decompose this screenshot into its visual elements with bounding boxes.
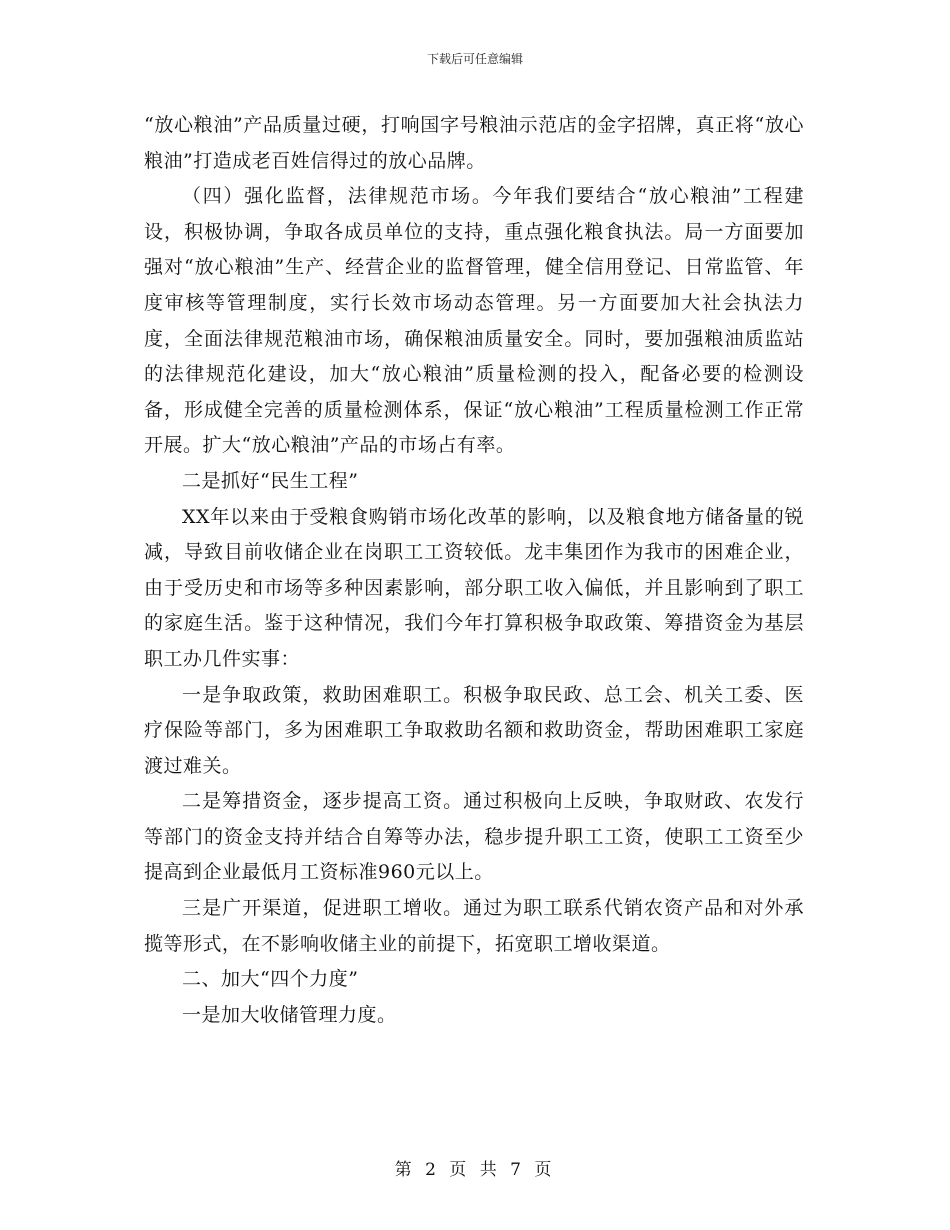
paragraph: XX年以来由于受粮食购销市场化改革的影响，以及粮食地方储备量的锐减，导致目前收储企业在岗职工工资较低。龙丰集团作为我市的困难企业，由于受历史和市场等多种因素影响，部分职工收入偏低，并且影响到了职工的家庭生活。鉴于这种情况，我们今年打算积极争取政策、筹措资金为基层职工办几件实事： [144,505,804,670]
paragraph: 一是争取政策，救助困难职工。积极争取民政、总工会、机关工委、医疗保险等部门，多为困难职工争取救助名额和救助资金，帮助困难职工家庭渡过难关。 [144,683,804,777]
document-body [144,108,804,1033]
paragraph: （四）强化监督，法律规范市场。今年我们要结合“放心粮油”工程建设，积极协调，争取各成员单位的支持，重点强化粮食执法。局一方面要加强对“放心粮油”生产、经营企业的监督管理，健全信用登记、日常监管、年度审核等管理制度，实行长效市场动态管理。另一方面要加大社会执法力度，全面法律规范粮油市场，确保粮油质量安全。同时，要加强粮油质监站的法律规范化建设，加大“放心粮油”质量检测的投入，配备必要的检测设备，形成健全完善的质量检测体系，保证“放心粮油”工程质量检测工作正常开展。扩大“放心粮油”产品的市场占有率。 [144,185,804,457]
page-footer: 第 2 页 共 7 页 [394,1160,556,1180]
paragraph: “放心粮油”产品质量过硬，打响国字号粮油示范店的金字招牌，真正将“放心粮油”打造成老百姓信得过的放心品牌。 [144,114,804,172]
paragraph: 一是加大收储管理力度。 [182,1003,397,1026]
paragraph: 二是抓好“民生工程” [182,469,359,492]
page-header: 下载后可任意编辑 [426,52,523,66]
paragraph: 二、加大“四个力度” [182,968,359,991]
paragraph: 二是筹措资金，逐步提高工资。通过积极向上反映，争取财政、农发行等部门的资金支持并结合自筹等办法，稳步提升职工工资，使职工工资至少提高到企业最低月工资标准960元以上。 [144,790,804,884]
paragraph: 三是广开渠道，促进职工增收。通过为职工联系代销农资产品和对外承揽等形式，在不影响收储主业的前提下，拓宽职工增收渠道。 [144,897,804,955]
